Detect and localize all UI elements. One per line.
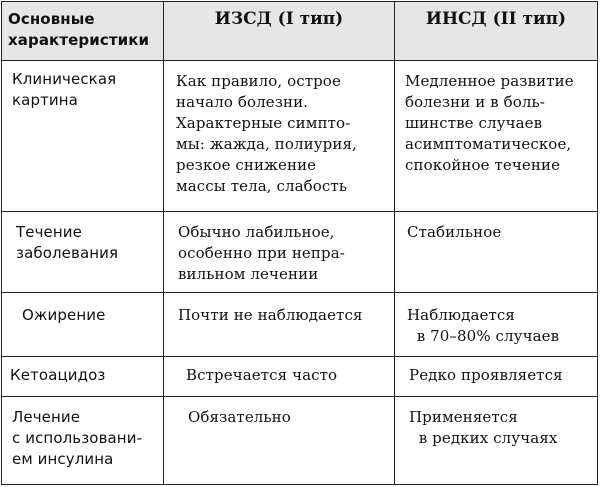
header-type2-label: ИНСД (II тип) bbox=[425, 9, 567, 29]
type2-cell bbox=[395, 293, 598, 356]
header-characteristics bbox=[2, 2, 164, 61]
type2-value: Редко проявляется bbox=[409, 365, 563, 384]
type1-cell bbox=[164, 211, 395, 293]
table-row bbox=[2, 356, 598, 397]
row-label: Ожирение bbox=[22, 306, 106, 325]
row-label-cell bbox=[2, 397, 164, 485]
table-row bbox=[2, 293, 598, 356]
table-row bbox=[2, 61, 598, 212]
type1-value: Встречается часто bbox=[186, 365, 338, 384]
table-row bbox=[2, 397, 598, 485]
type1-cell bbox=[164, 397, 395, 485]
type1-value: Как правило, острое начало болезни. Характерные симпто- мы: жажда, полиурия, резкое снижение массы тела, слабость bbox=[176, 72, 357, 195]
diabetes-comparison-table bbox=[1, 1, 598, 485]
row-label-cell bbox=[2, 293, 164, 356]
header-type1-label: ИЗСД (I тип) bbox=[214, 9, 344, 29]
type1-cell bbox=[164, 61, 395, 212]
row-label-cell bbox=[2, 61, 164, 212]
type2-value: Стабильное bbox=[407, 222, 502, 241]
header-characteristics-label: Основные характеристики bbox=[8, 10, 150, 49]
header-type2 bbox=[395, 2, 598, 61]
row-label: Клиническая картина bbox=[12, 70, 117, 109]
header-row bbox=[2, 2, 598, 61]
type2-value: Наблюдается в 70–80% случаев bbox=[407, 306, 560, 346]
type1-cell bbox=[164, 293, 395, 356]
row-label: Лечение с использовани- ем инсулина bbox=[12, 408, 143, 469]
table-row bbox=[2, 211, 598, 293]
row-label-cell bbox=[2, 356, 164, 397]
type2-cell bbox=[395, 61, 598, 212]
type2-value: Применяется в редких случаях bbox=[409, 408, 558, 448]
row-label-cell bbox=[2, 211, 164, 293]
type1-value: Обязательно bbox=[188, 408, 291, 427]
type1-cell bbox=[164, 356, 395, 397]
type2-value: Медленное развитие болезни и в боль- шинстве случаев асимптоматическое, спокойное течение bbox=[405, 72, 574, 174]
type2-cell bbox=[395, 211, 598, 293]
header-type1 bbox=[164, 2, 395, 61]
row-label: Течение заболевания bbox=[16, 222, 119, 262]
type1-value: Обычно лабильное, особенно при непра- вильном лечении bbox=[178, 222, 345, 283]
row-label: Кетоацидоз bbox=[10, 365, 106, 384]
type1-value: Почти не наблюдается bbox=[178, 306, 363, 325]
type2-cell bbox=[395, 397, 598, 485]
type2-cell bbox=[395, 356, 598, 397]
